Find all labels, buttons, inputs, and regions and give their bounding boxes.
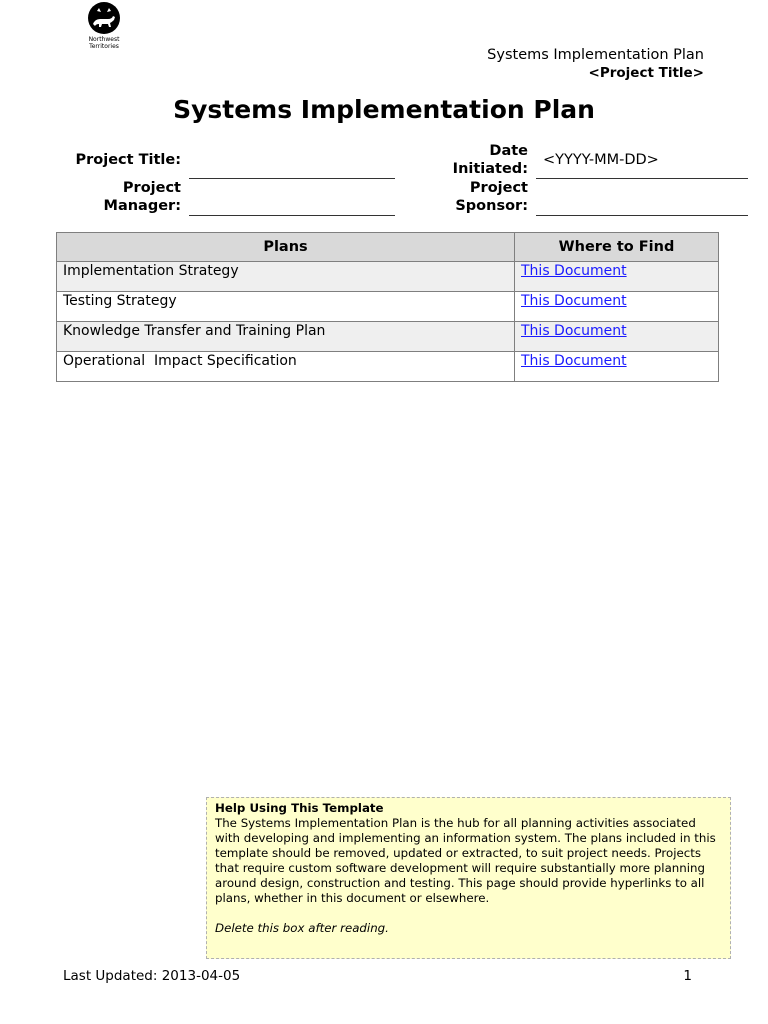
project-title-label: Project Title: xyxy=(75,152,181,168)
logo-line-2: Territories xyxy=(89,43,119,50)
help-box xyxy=(206,797,731,959)
project-sponsor-label xyxy=(420,179,528,215)
date-initiated-label-line-2: Initiated: xyxy=(452,161,528,177)
header-doc-name: Systems Implementation Plan xyxy=(487,47,704,63)
date-initiated-label xyxy=(420,142,528,178)
date-initiated-field[interactable] xyxy=(536,178,748,179)
footer-page-number: 1 xyxy=(683,968,692,984)
polar-bear-icon xyxy=(88,2,120,34)
table-row xyxy=(57,292,719,322)
logo-caption xyxy=(74,36,134,50)
date-initiated-label-line-1: Date xyxy=(489,143,528,159)
document-link[interactable]: This Document xyxy=(521,263,627,279)
table-header-row xyxy=(57,233,719,262)
document-link[interactable]: This Document xyxy=(521,353,627,369)
running-header xyxy=(487,46,704,82)
column-header-plans: Plans xyxy=(57,233,515,262)
help-note: Delete this box after reading. xyxy=(215,921,389,935)
page-title: Systems Implementation Plan xyxy=(173,95,595,124)
document-link[interactable]: This Document xyxy=(521,293,627,309)
plan-name: Implementation Strategy xyxy=(57,262,515,292)
document-link[interactable]: This Document xyxy=(521,323,627,339)
date-initiated-value[interactable]: <YYYY-MM-DD> xyxy=(543,152,659,168)
where-to-find-cell xyxy=(515,292,719,322)
plan-name: Operational Impact Specification xyxy=(57,352,515,382)
footer-last-updated: Last Updated: 2013-04-05 xyxy=(63,968,241,984)
column-header-where-to-find: Where to Find xyxy=(515,233,719,262)
project-manager-field[interactable] xyxy=(189,215,395,216)
project-manager-label-line-2: Manager: xyxy=(103,198,181,214)
project-manager-label xyxy=(70,179,181,215)
project-sponsor-field[interactable] xyxy=(536,215,748,216)
header-project-title: <Project Title> xyxy=(588,65,704,81)
table-row xyxy=(57,352,719,382)
plan-name: Testing Strategy xyxy=(57,292,515,322)
project-sponsor-label-line-1: Project xyxy=(469,180,528,196)
nwt-logo xyxy=(74,2,134,54)
table-row xyxy=(57,262,719,292)
plans-table xyxy=(56,232,719,382)
where-to-find-cell xyxy=(515,352,719,382)
project-manager-label-line-1: Project xyxy=(122,180,181,196)
table-row xyxy=(57,322,719,352)
project-title-field[interactable] xyxy=(189,178,395,179)
where-to-find-cell xyxy=(515,262,719,292)
logo-line-1: Northwest xyxy=(88,36,120,43)
help-title: Help Using This Template xyxy=(215,801,384,815)
where-to-find-cell xyxy=(515,322,719,352)
help-body: The Systems Implementation Plan is the hub for all planning activities associated with developing and implementing an information system. The plans included in this template should be removed, updated or extracted, to suit project needs. Projects that require custom software development will require substantially more planning around design, construction and testing. This page should provide hyperlinks to all plans, whether in this document or elsewhere. xyxy=(215,816,716,905)
project-sponsor-label-line-2: Sponsor: xyxy=(455,198,528,214)
plan-name: Knowledge Transfer and Training Plan xyxy=(57,322,515,352)
